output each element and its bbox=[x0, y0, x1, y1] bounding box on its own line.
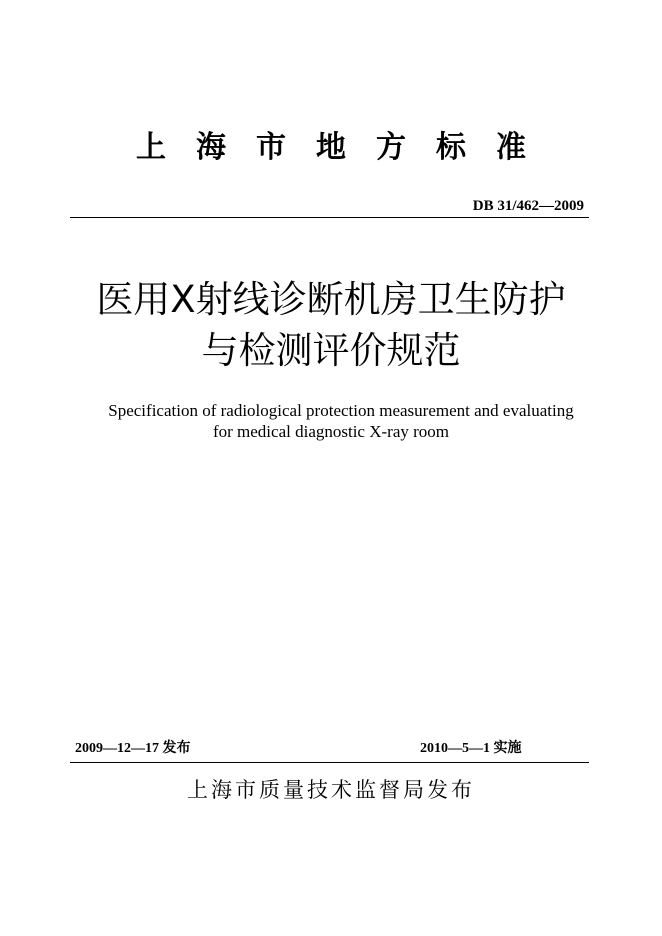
document-title-chinese-line2: 与检测评价规范 bbox=[201, 329, 461, 372]
standard-number: DB 31/462—2009 bbox=[472, 198, 584, 214]
publisher: 上海市质量技术监督局发布 bbox=[187, 778, 475, 802]
footer-divider bbox=[70, 762, 589, 763]
implementation-date: 2010—5—1 实施 bbox=[420, 741, 522, 756]
document-title-english-line1: Specification of radiological protection measurement and evaluating bbox=[108, 401, 574, 420]
standard-category-title: 上海市地方标准 bbox=[136, 130, 556, 165]
issue-date: 2009—12—17 发布 bbox=[75, 741, 191, 756]
document-title-chinese-line1: 医用X射线诊断机房卫生防护 bbox=[96, 278, 566, 321]
header-divider bbox=[70, 217, 589, 218]
document-title-english-line2: for medical diagnostic X-ray room bbox=[212, 422, 450, 441]
